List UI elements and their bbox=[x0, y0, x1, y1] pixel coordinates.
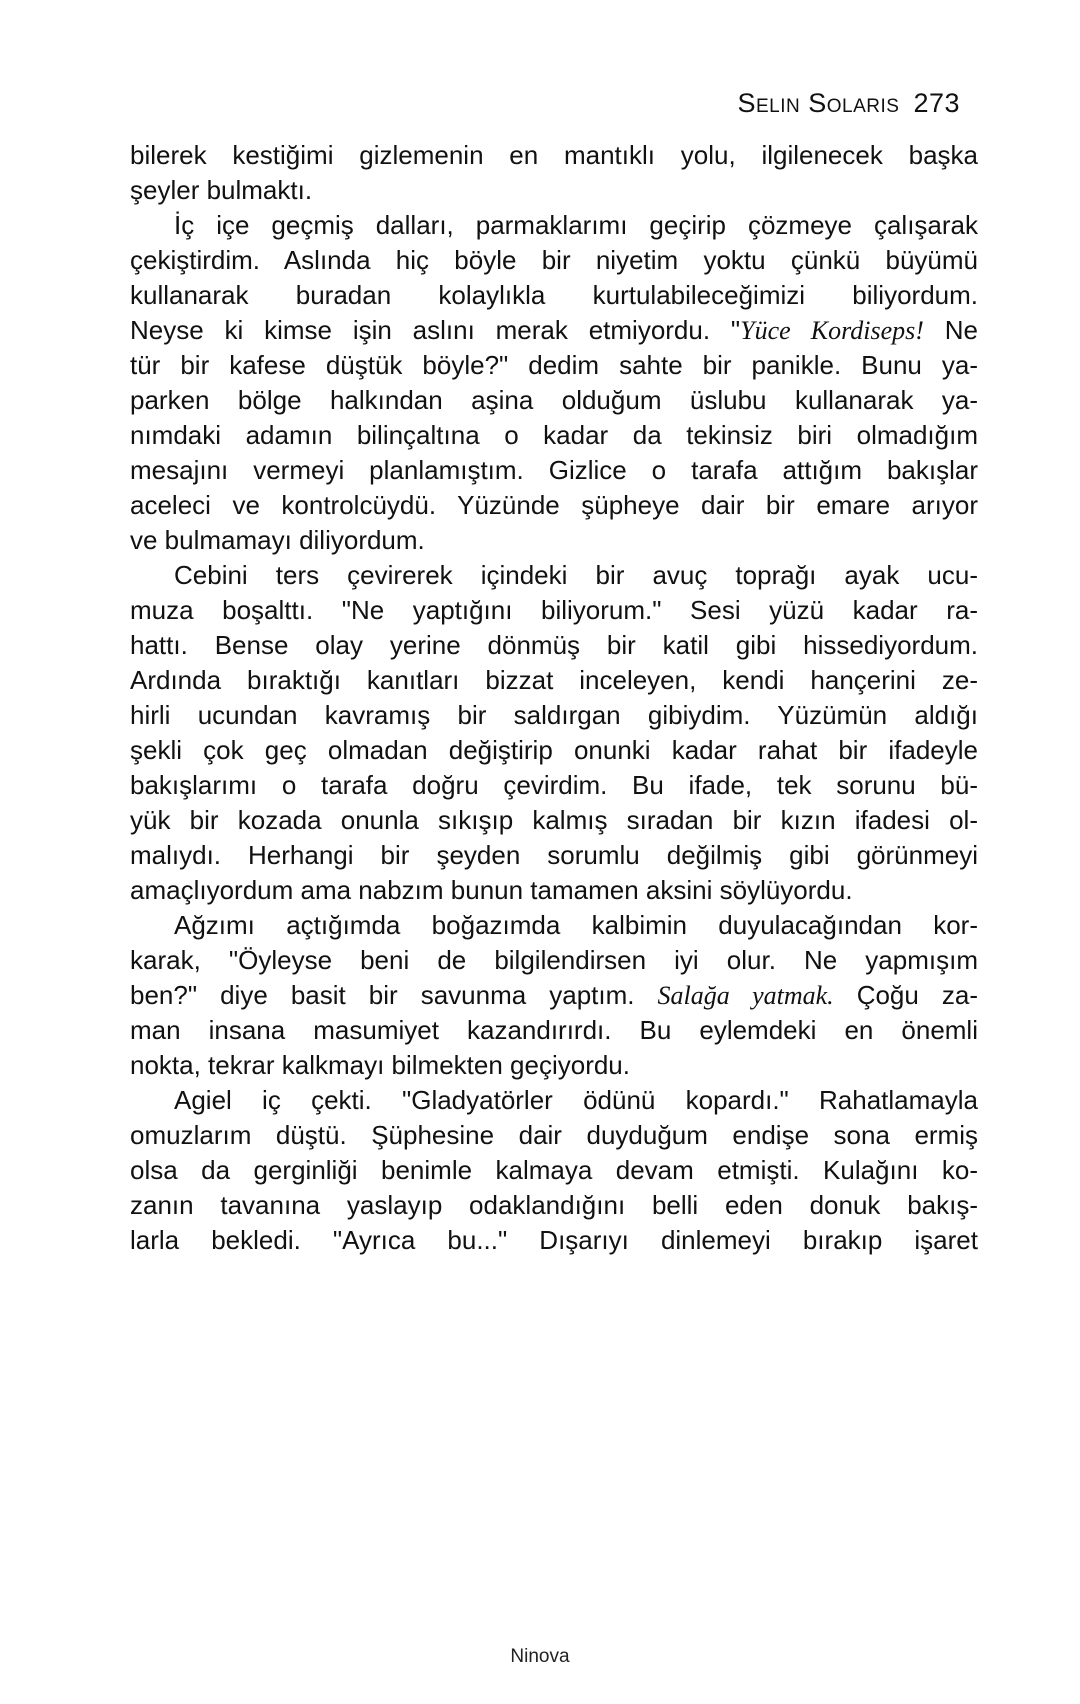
text-segment: çekiştirdim. Aslında hiç böyle bir niyetim yoktu çünkü büyümü bbox=[130, 245, 978, 275]
text-line bbox=[130, 488, 978, 523]
text-segment: Cebini ters çevirerek içindeki bir avuç toprağı ayak ucu- bbox=[174, 560, 978, 590]
text-line bbox=[130, 453, 978, 488]
text-line bbox=[130, 628, 978, 663]
text-segment: mesajını vermeyi planlamıştım. Gizlice o tarafa attığım bakışlar bbox=[130, 455, 978, 485]
text-line bbox=[130, 1118, 978, 1153]
text-segment: karak, "Öyleyse beni de bilgilendirsen iyi olur. Ne yapmışım bbox=[130, 945, 978, 975]
text-segment: Neyse ki kimse işin aslını merak etmiyordu. " bbox=[130, 315, 741, 345]
text-segment: kullanarak buradan kolaylıkla kurtulabileceğimizi biliyordum. bbox=[130, 280, 978, 310]
text-segment: omuzlarım düştü. Şüphesine dair duyduğum endişe sona ermiş bbox=[130, 1120, 978, 1150]
text-segment: nokta, tekrar kalkmayı bilmekten geçiyordu. bbox=[130, 1050, 630, 1080]
text-segment: bakışlarımı o tarafa doğru çevirdim. Bu ifade, tek sorunu bü- bbox=[130, 770, 978, 800]
italic-text: Yüce Kordiseps! bbox=[740, 316, 924, 345]
text-segment: bilerek kestiğimi gizlemenin en mantıklı yolu, ilgilenecek başka bbox=[130, 140, 978, 170]
text-line bbox=[130, 208, 978, 243]
text-line bbox=[130, 838, 978, 873]
text-line bbox=[130, 803, 978, 838]
text-segment: Çoğu za- bbox=[833, 980, 978, 1010]
text-line bbox=[130, 173, 978, 208]
text-line bbox=[130, 418, 978, 453]
text-segment: ve bulmamayı diliyordum. bbox=[130, 525, 425, 555]
text-line bbox=[130, 908, 978, 943]
text-segment: hirli ucundan kavramış bir saldırgan gibiydim. Yüzümün aldığı bbox=[130, 700, 978, 730]
text-segment: tür bir kafese düştük böyle?" dedim sahte bir panikle. Bunu ya- bbox=[130, 350, 978, 380]
text-segment: nımdaki adamın bilinçaltına o kadar da tekinsiz biri olmadığım bbox=[130, 420, 978, 450]
text-line bbox=[130, 1223, 978, 1258]
text-line bbox=[130, 523, 978, 558]
text-segment: Ağzımı açtığımda boğazımda kalbimin duyulacağından kor- bbox=[174, 910, 978, 940]
text-line bbox=[130, 278, 978, 313]
running-header bbox=[737, 88, 960, 119]
text-line bbox=[130, 768, 978, 803]
text-segment: Agiel iç çekti. "Gladyatörler ödünü kopardı." Rahatlamayla bbox=[174, 1085, 978, 1115]
text-line bbox=[130, 733, 978, 768]
text-line bbox=[130, 558, 978, 593]
text-line bbox=[130, 1083, 978, 1118]
text-segment: aceleci ve kontrolcüydü. Yüzünde şüpheye dair bir emare arıyor bbox=[130, 490, 978, 520]
text-line bbox=[130, 873, 978, 908]
text-segment: yük bir kozada onunla sıkışıp kalmış sıradan bir kızın ifadesi ol- bbox=[130, 805, 978, 835]
text-segment: Ardında bıraktığı kanıtları bizzat inceleyen, kendi hançerini ze- bbox=[130, 665, 978, 695]
text-segment: İç içe geçmiş dalları, parmaklarımı geçirip çözmeye çalışarak bbox=[174, 210, 978, 240]
text-line bbox=[130, 243, 978, 278]
italic-text: Salağa yatmak. bbox=[657, 981, 834, 1010]
text-line bbox=[130, 698, 978, 733]
text-segment: hattı. Bense olay yerine dönmüş bir katil gibi hissediyordum. bbox=[130, 630, 978, 660]
text-line bbox=[130, 1048, 978, 1083]
text-segment: Ne bbox=[923, 315, 978, 345]
text-line bbox=[130, 1013, 978, 1048]
text-line bbox=[130, 383, 978, 418]
text-segment: muza boşalttı. "Ne yaptığını biliyorum." Sesi yüzü kadar ra- bbox=[130, 595, 978, 625]
text-segment: olsa da gerginliği benimle kalmaya devam etmişti. Kulağını ko- bbox=[130, 1155, 978, 1185]
page-number: 273 bbox=[913, 88, 960, 118]
text-line bbox=[130, 663, 978, 698]
text-segment: parken bölge halkından aşina olduğum üslubu kullanarak ya- bbox=[130, 385, 978, 415]
text-line bbox=[130, 1153, 978, 1188]
body-text bbox=[130, 138, 978, 1258]
text-segment: şeyler bulmaktı. bbox=[130, 175, 313, 205]
text-line bbox=[130, 593, 978, 628]
text-line bbox=[130, 348, 978, 383]
text-segment: zanın tavanına yaslayıp odaklandığını belli eden donuk bakış- bbox=[130, 1190, 978, 1220]
text-segment: ben?" diye basit bir savunma yaptım. bbox=[130, 980, 658, 1010]
text-line bbox=[130, 943, 978, 978]
text-line bbox=[130, 313, 978, 348]
text-segment: malıydı. Herhangi bir şeyden sorumlu değilmiş gibi görünmeyi bbox=[130, 840, 978, 870]
text-line bbox=[130, 138, 978, 173]
text-segment: amaçlıyordum ama nabzım bunun tamamen aksini söylüyordu. bbox=[130, 875, 853, 905]
running-title: Selin Solaris bbox=[737, 88, 900, 118]
text-segment: man insana masumiyet kazandırırdı. Bu eylemdeki en önemli bbox=[130, 1015, 978, 1045]
publisher-footer: Ninova bbox=[510, 1646, 570, 1667]
text-segment: larla bekledi. "Ayrıca bu..." Dışarıyı dinlemeyi bırakıp işaret bbox=[130, 1225, 978, 1255]
text-line bbox=[130, 1188, 978, 1223]
text-segment: şekli çok geç olmadan değiştirip onunki kadar rahat bir ifadeyle bbox=[130, 735, 978, 765]
text-line bbox=[130, 978, 978, 1013]
